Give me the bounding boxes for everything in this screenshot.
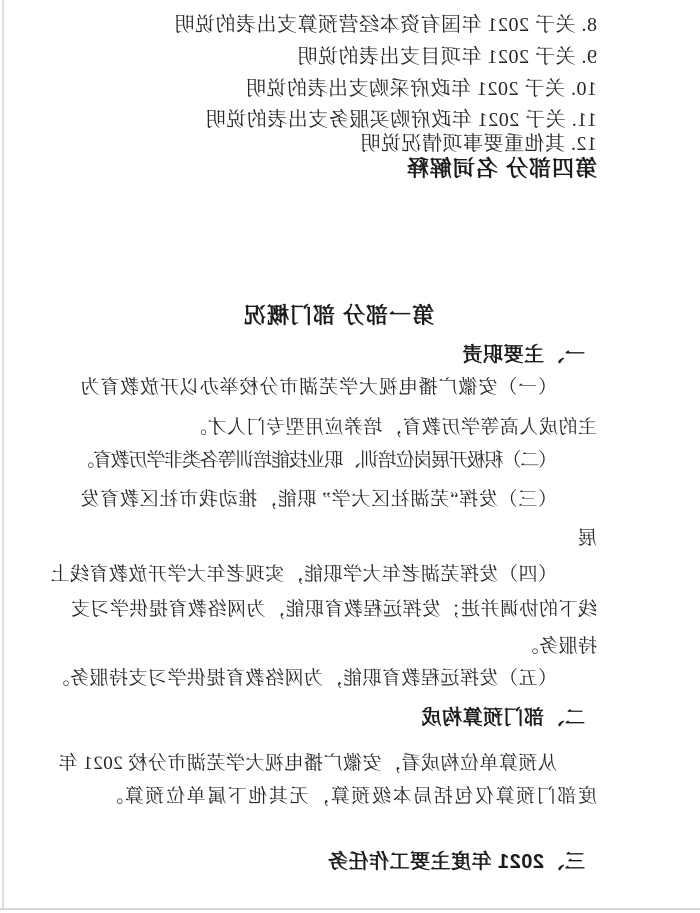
paragraph-6-line-1: 从预算单位构成看，安徽广播电视大学芜湖市分校 2021 年 bbox=[57, 753, 557, 774]
subsection-3-heading: 三、2021 年度主要工作任务 bbox=[327, 851, 585, 873]
toc-item-8: 8. 关于 2021 年国有资本经营预算支出表的说明 bbox=[174, 14, 597, 36]
paragraph-3-line-1: （三）发挥“芜湖社区大学” 职能，推动我市社区教育发 bbox=[80, 489, 557, 510]
paragraph-3-line-2: 展 bbox=[577, 528, 597, 549]
paragraph-1-line-1: （一）安徽广播电视大学芜湖市分校举办以开放教育为 bbox=[80, 377, 557, 398]
subsection-1-heading: 一、主要职责 bbox=[462, 344, 585, 366]
paragraph-4-line-1: （四）发挥芜湖老年大学职能，实现老年大学开放教育线上 bbox=[49, 564, 557, 585]
part4-heading: 第四部分 名词解释 bbox=[405, 156, 597, 181]
toc-item-9: 9. 关于 2021 年项目支出表的说明 bbox=[297, 46, 597, 68]
toc-item-11: 11. 关于 2021 年政府购买服务支出表的说明 bbox=[205, 109, 597, 131]
toc-item-10: 10. 关于 2021 年政府采购支出表的说明 bbox=[245, 78, 597, 100]
subsection-2-heading: 二、部门预算构成 bbox=[421, 707, 585, 729]
paragraph-6-line-2: 度部门预算仅包括局本级预算，无其他下属单位预算。 bbox=[102, 786, 597, 807]
paragraph-2-line-1: （二）积极开展岗位培训、职业技能培训等各类非学历教育。 bbox=[76, 450, 557, 471]
paragraph-4-line-3: 持服务。 bbox=[518, 636, 597, 657]
paragraph-4-line-2: 线下的协调并进；发挥远程教育职能，为网络教育提供学习支 bbox=[70, 599, 597, 620]
paragraph-5-line-1: （五）发挥远程教育职能，为网络教育提供学习支持服务。 bbox=[49, 668, 557, 689]
toc-item-12: 12. 其他重要事项情况说明 bbox=[360, 133, 597, 155]
paragraph-1-line-2: 主的成人高等学历教育，培养应用型专门人才。 bbox=[187, 417, 597, 438]
part1-heading: 第一部分 部门概况 bbox=[242, 303, 435, 328]
